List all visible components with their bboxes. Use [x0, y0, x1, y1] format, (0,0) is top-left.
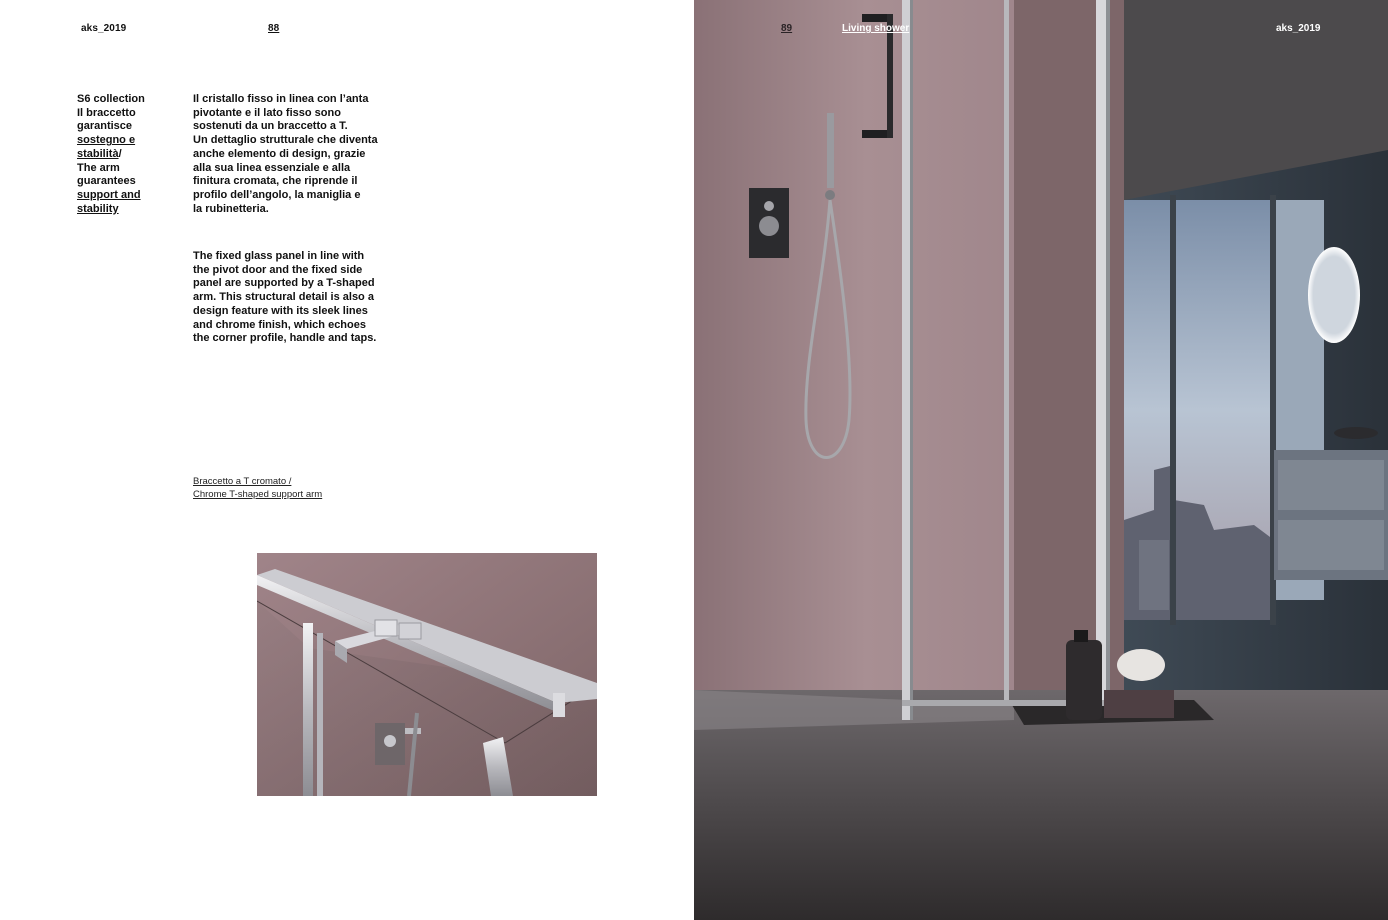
body-line: panel are supported by a T-shaped	[193, 277, 375, 290]
page-number-link[interactable]: 88	[268, 23, 280, 34]
photo-caption	[193, 476, 322, 501]
body-line: the corner profile, handle and taps.	[193, 332, 377, 345]
sidebar-line-underlined: support and	[77, 188, 141, 201]
body-line: the pivot door and the fixed side	[193, 263, 363, 276]
body-line: arm. This structural detail is also a	[193, 291, 374, 304]
t-arm-detail-photo	[257, 553, 597, 796]
t-arm-detail-illustration	[257, 553, 597, 796]
sidebar-line-underlined: sostegno e	[77, 134, 136, 147]
body-line: alla sua linea essenziale e alla	[193, 161, 351, 174]
body-line: pivotante e il lato fisso sono	[193, 106, 341, 119]
body-line: anche elemento di design, grazie	[193, 147, 366, 160]
caption-line: Braccetto a T cromato /	[193, 476, 292, 487]
sidebar-line-underlined: stabilità/	[77, 147, 122, 160]
sidebar-line: S6 collection	[77, 93, 145, 105]
body-line: finitura cromata, che riprende il	[193, 175, 358, 188]
sidebar-line: guarantees	[77, 175, 136, 188]
brand-label: aks_2019	[81, 23, 127, 34]
caption-line: Chrome T-shaped support arm	[193, 488, 323, 500]
body-line: The fixed glass panel in line with	[193, 250, 365, 262]
sidebar-line: The arm	[77, 161, 120, 174]
shower-room-hero-photo	[694, 0, 1388, 920]
sidebar-line-underlined: stability	[77, 202, 119, 215]
right-page	[694, 0, 1388, 920]
body-text-italian	[193, 93, 423, 216]
brand-label: aks_2019	[1276, 23, 1321, 34]
body-line: Il cristallo fisso in linea con l’anta	[193, 93, 369, 105]
body-line: sostenuti da un braccetto a T.	[193, 120, 348, 133]
page-number-link[interactable]: 89	[781, 23, 793, 34]
body-line: Un dettaglio strutturale che diventa	[193, 134, 378, 147]
section-link[interactable]: Living shower	[842, 23, 910, 34]
sidebar-line: garantisce	[77, 120, 133, 133]
body-line: la rubinetteria.	[193, 202, 269, 215]
body-line: design feature with its sleek lines	[193, 304, 368, 317]
sidebar-heading	[77, 93, 187, 216]
body-line: and chrome finish, which echoes	[193, 318, 366, 331]
body-text-english	[193, 250, 423, 346]
sidebar-line: Il braccetto	[77, 106, 136, 119]
body-line: profilo dell’angolo, la maniglia e	[193, 188, 361, 201]
